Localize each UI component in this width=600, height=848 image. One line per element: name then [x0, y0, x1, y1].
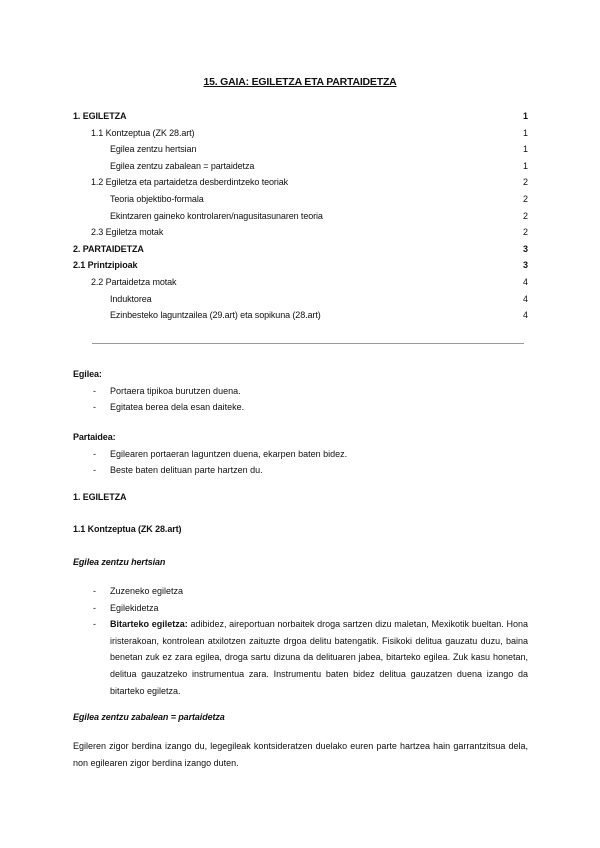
section-heading-egiletza: 1. EGILETZA [73, 492, 127, 502]
toc-entry-page: 2 [522, 210, 528, 221]
toc-entry[interactable] [73, 257, 528, 274]
toc-entry-label: 2.2 Partaidetza motak [91, 276, 177, 287]
partaidea-heading: Partaidea: [73, 432, 116, 442]
table-of-contents [73, 108, 528, 324]
toc-entry[interactable] [73, 241, 528, 258]
toc-entry-label: Ezinbesteko laguntzailea (29.art) eta sopikuna (28.art) [110, 310, 321, 321]
egilea-section [73, 366, 528, 416]
egiletza-types-list [73, 583, 528, 699]
toc-entry-page: 3 [522, 260, 528, 271]
toc-entry[interactable] [73, 108, 528, 125]
broad-sense-heading: Egilea zentzu zabalean = partaidetza [73, 712, 225, 722]
toc-entry-page: 4 [522, 293, 528, 304]
toc-entry-page: 4 [522, 276, 528, 287]
toc-entry[interactable] [73, 291, 528, 308]
list-item: - Egitatea berea dela esan daiteke. [73, 399, 528, 416]
bitarteko-text: adibidez, aireportuan norbaitek droga sartzen dizu maletan, Mexikotik bueltan. Hona iristerakoan, kontrolean atxilotzen zaituzte drgoa delitu batengatik. Fisikoki delitua gauzatu duzu, baina benetan zuk ez zara egilea, droga sartu dizuna da delituaren jabea, bitarteko egilea. Zuk kasu honetan, delitua gauzatzeko instrumentua zara. Instrumentu baten bidez delitua gauzatzen duena izango da bitarteko egiletza. [110, 619, 528, 696]
list-item: - Egilekidetza [73, 600, 528, 617]
toc-entry[interactable] [73, 191, 528, 208]
toc-entry-page: 1 [522, 111, 528, 121]
list-item: - Portaera tipikoa burutzen duena. [73, 383, 528, 400]
toc-entry-page: 1 [522, 160, 528, 171]
toc-entry-page: 2 [522, 193, 528, 204]
toc-entry-label: Egilea zentzu zabalean = partaidetza [110, 160, 255, 171]
toc-entry-page: 4 [522, 310, 528, 321]
partaidea-list [73, 446, 528, 479]
toc-entry[interactable] [73, 208, 528, 225]
toc-entry-label: 2. PARTAIDETZA [73, 243, 144, 254]
toc-entry-label: 2.3 Egiletza motak [91, 227, 164, 238]
toc-entry-label: Egilea zentzu hertsian [110, 144, 197, 155]
toc-entry-page: 3 [522, 243, 528, 254]
bitarteko-label: Bitarteko egiletza: [110, 619, 188, 630]
toc-entry-label: 1. EGILETZA [73, 111, 127, 121]
toc-entry[interactable] [73, 174, 528, 191]
list-item-bitarteko [73, 616, 528, 699]
strict-sense-section [73, 583, 528, 699]
toc-entry-page: 2 [522, 227, 528, 238]
toc-entry-label: 1.2 Egiletza eta partaidetza desberdintzeko teoriak [91, 177, 289, 188]
toc-entry-label: Induktorea [110, 293, 152, 304]
toc-entry[interactable] [73, 307, 528, 324]
list-item: - Beste baten delituan parte hartzen du. [73, 462, 528, 479]
toc-entry-label: Teoria objektibo-formala [110, 193, 204, 204]
toc-entry-label: 2.1 Printzipioak [73, 260, 138, 271]
list-item: - Egilearen portaeran laguntzen duena, ekarpen baten bidez. [73, 446, 528, 463]
list-item: - Zuzeneko egiletza [73, 583, 528, 600]
toc-divider [92, 343, 524, 344]
strict-sense-heading: Egilea zentzu hertsian [73, 557, 166, 567]
egilea-heading: Egilea: [73, 369, 102, 379]
subsection-heading-kontzeptua: 1.1 Kontzeptua (ZK 28.art) [73, 524, 182, 534]
partaidea-section [73, 429, 528, 479]
toc-entry[interactable] [73, 224, 528, 241]
toc-entry[interactable] [73, 274, 528, 291]
toc-entry[interactable] [73, 125, 528, 142]
toc-entry-page: 2 [522, 177, 528, 188]
egilea-list [73, 383, 528, 416]
document-title: 15. GAIA: EGILETZA ETA PARTAIDETZA [203, 76, 397, 88]
toc-entry-page: 1 [522, 144, 528, 155]
toc-entry-label: Ekintzaren gaineko kontrolaren/nagusitasunaren teoria [110, 210, 323, 221]
toc-entry[interactable] [73, 158, 528, 175]
broad-sense-paragraph: Egileren zigor berdina izango du, legegileak kontsideratzen duelako euren parte hartzea hain garrantzitsua dela, non egilearen zigor berdina izango duten. [73, 741, 528, 768]
toc-entry-label: 1.1 Kontzeptua (ZK 28.art) [91, 127, 195, 138]
toc-entry[interactable] [73, 141, 528, 158]
toc-entry-page: 1 [522, 127, 528, 138]
